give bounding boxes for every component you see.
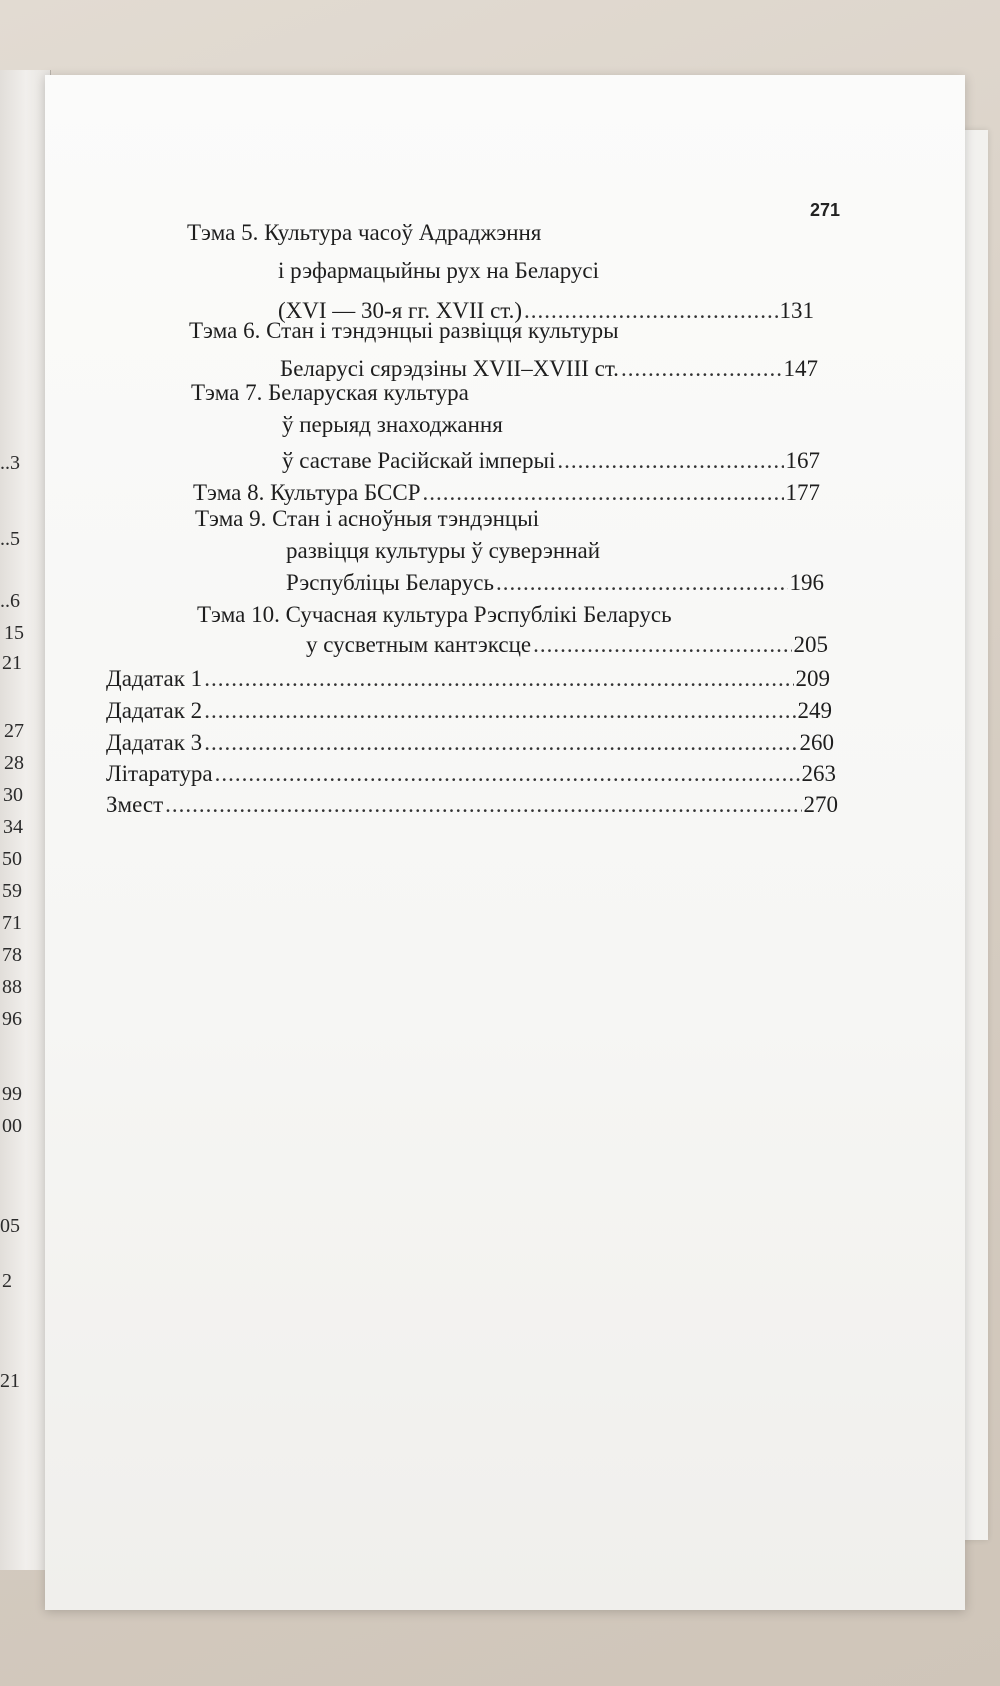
toc-topic-7-line-1: Тэма 7. Беларуская культура	[191, 380, 469, 405]
dot-leader	[204, 696, 795, 726]
toc-topic-7-line-3: ў саставе Расійскай імперыі	[282, 448, 556, 473]
toc-topic-10-line-1: Тэма 10. Сучасная культура Рэспублікі Беларусь	[197, 602, 672, 627]
left-page-number: 30	[3, 784, 23, 806]
left-page-number: 34	[3, 816, 23, 838]
toc-topic-7-line-2: ў перыяд знаходжання	[282, 412, 503, 437]
toc-section-page: 209	[795, 666, 830, 691]
left-page-number: 21	[0, 1370, 20, 1392]
toc-topic-7-entry	[282, 446, 820, 476]
toc-appendix-3	[106, 728, 834, 758]
left-page-number: 99	[2, 1083, 22, 1105]
toc-topic-5-line-1: Тэма 5. Культура часоў Адраджэння	[187, 220, 542, 245]
toc-section-page: 260	[799, 730, 834, 755]
left-page-number: ..6	[0, 590, 20, 612]
left-page-number: 59	[2, 880, 22, 902]
toc-topic-9-line-2: развіцця культуры ў суверэннай	[286, 538, 601, 563]
toc-section-page: 263	[801, 761, 836, 786]
toc-section-page: 249	[797, 698, 832, 723]
toc-section-page: 270	[803, 792, 838, 817]
toc-topic-9-line-3: Рэспубліцы Беларусь	[286, 570, 494, 595]
toc-contents	[106, 790, 838, 820]
toc-topic-9-page: 196	[789, 570, 824, 595]
left-page-number: 27	[4, 720, 24, 742]
dot-leader	[496, 568, 788, 598]
toc-topic-10-page: 205	[793, 632, 828, 657]
dot-leader	[621, 354, 782, 384]
toc-topic-9-entry	[286, 568, 824, 598]
page-number: 271	[810, 200, 841, 220]
dot-leader	[533, 630, 791, 660]
dot-leader	[215, 759, 800, 789]
toc-section-label: Літаратура	[106, 761, 213, 786]
left-page-number: 88	[2, 976, 22, 998]
left-page-number: 78	[2, 944, 22, 966]
left-page-number: 05	[0, 1215, 20, 1237]
toc-appendix-2	[106, 696, 832, 726]
toc-topic-8-page: 177	[785, 480, 820, 505]
dot-leader	[204, 664, 793, 694]
toc-topic-5-line-3: (XVI — 30-я гг. XVII ст.)	[278, 298, 523, 323]
toc-literature	[106, 759, 836, 789]
left-page-number: 28	[4, 752, 24, 774]
toc-topic-10-entry	[306, 630, 828, 660]
left-page-number: ..5	[0, 528, 20, 550]
left-page-number: 00	[2, 1115, 22, 1137]
left-page-number: 21	[2, 652, 22, 674]
toc-appendix-1	[106, 664, 830, 694]
toc-topic-5-line-2: і рэфармацыйны рух на Беларусі	[278, 258, 600, 283]
dot-leader	[165, 790, 801, 820]
toc-section-label: Змест	[106, 792, 164, 817]
left-page-number: 15	[4, 622, 24, 644]
toc-topic-9-line-1: Тэма 9. Стан і асноўныя тэндэнцыі	[195, 506, 540, 531]
toc-topic-6-line-1: Тэма 6. Стан і тэндэнцыі развіцця культуры	[189, 318, 619, 343]
toc-topic-6-page: 147	[783, 356, 818, 381]
toc-topic-7-page: 167	[785, 448, 820, 473]
left-page-number: 50	[2, 848, 22, 870]
dot-leader	[557, 446, 783, 476]
toc-topic-8-line-1: Тэма 8. Культура БССР	[193, 480, 421, 505]
toc-topic-6-line-2: Беларусі сярэдзіны XVII–XVIII ст.	[280, 356, 619, 381]
left-page-number: 2	[2, 1270, 12, 1292]
toc-section-label: Дадатак 3	[106, 730, 203, 755]
left-page-number: 71	[2, 912, 22, 934]
toc-section-label: Дадатак 2	[106, 698, 203, 723]
toc-section-label: Дадатак 1	[106, 666, 203, 691]
left-page-number: 96	[2, 1008, 22, 1030]
toc-topic-5-page: 131	[779, 298, 814, 323]
left-page-number: ..3	[0, 452, 20, 474]
toc-topic-10-line-2: у сусветным кантэксце	[306, 632, 532, 657]
dot-leader	[204, 728, 797, 758]
